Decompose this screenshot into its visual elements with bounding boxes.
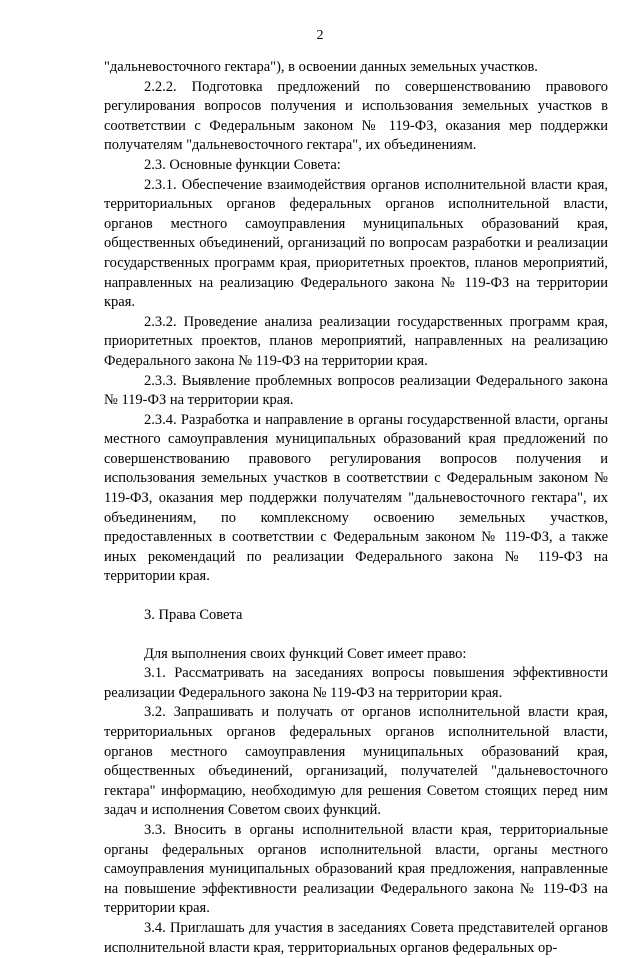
paragraph-p03: 2.3. Основные функции Совета: [144,156,341,173]
paragraph-p13: 3.4. Приглашать для участия в заседаниях Совета представителей органов исполнительной власти края, территориальных органов федеральных ор- [104,919,608,956]
paragraph-p05: 2.3.2. Проведение анализа реализации государственных программ края, приоритетных проектов, планов мероприятий, направленных на реализацию Федерального закона № 119-ФЗ на территории края. [104,313,608,369]
paragraph-p04: 2.3.1. Обеспечение взаимодействия органов исполнительной власти края, территориальных органов федеральных органов исполнительной власти, органов местного самоуправления муниципальных образований края, общественных объединений, организаций по вопросам разработки и реализации государственных программ края, приоритетных проектов, планов мероприятий, направленных на реализацию Федерального закона № 119-ФЗ на территории края. [104,176,608,311]
document-body [104,58,608,958]
paragraph-p12: 3.3. Вносить в органы исполнительной власти края, территориальные органы федеральных органов исполнительной власти, органы местного самоуправления муниципальных образований края предложения, направленные на повышение эффективности реализации Федерального закона № 119-ФЗ на территории края. [104,821,608,917]
paragraph-p10: 3.1. Рассматривать на заседаниях вопросы повышения эффективности реализации Федерального закона № 119-ФЗ на территории края. [104,665,608,701]
paragraph-p06: 2.3.3. Выявление проблемных вопросов реализации Федерального закона № 119-ФЗ на территории края. [104,372,608,409]
paragraph-p07: 2.3.4. Разработка и направление в органы государственной власти, органы местного самоуправления муниципальных образований края предложений по совершенствованию правового регулирования вопросов получения и использования земельных участков в соответствии с Федеральным законом № 119-ФЗ, оказания мер поддержки получателям "дальневосточного гектара", их объединениям, по комплексному освоению земельных участков, предоставленных в соответствии с Федеральным законом № 119-ФЗ, а также иных рекомендаций по реализации Федерального закона № 119-ФЗ на территории края. [104,411,608,585]
page-number: 2 [316,28,324,43]
paragraph-p09: Для выполнения своих функций Совет имеет право: [144,645,467,662]
paragraph-p02: 2.2.2. Подготовка предложений по совершенствованию правового регулирования вопросов получения и использования земельных участков в соответствии с Федеральным законом № 119-ФЗ, оказания мер поддержки получателям "дальневосточного гектара", их объединениям. [104,78,608,154]
paragraph-p11: 3.2. Запрашивать и получать от органов исполнительной власти края, территориальных органов федеральных органов исполнительной власти, органов местного самоуправления муниципальных образований края, общественных объединений, организаций, получателей "дальневосточного гектара" информацию, необходимую для решения Советом стоящих перед ним задач и исполнения Советом своих функций. [104,704,608,819]
paragraph-p01: "дальневосточного гектара"), в освоении данных земельных участков. [104,59,538,75]
paragraph-p08: 3. Права Совета [144,607,243,624]
